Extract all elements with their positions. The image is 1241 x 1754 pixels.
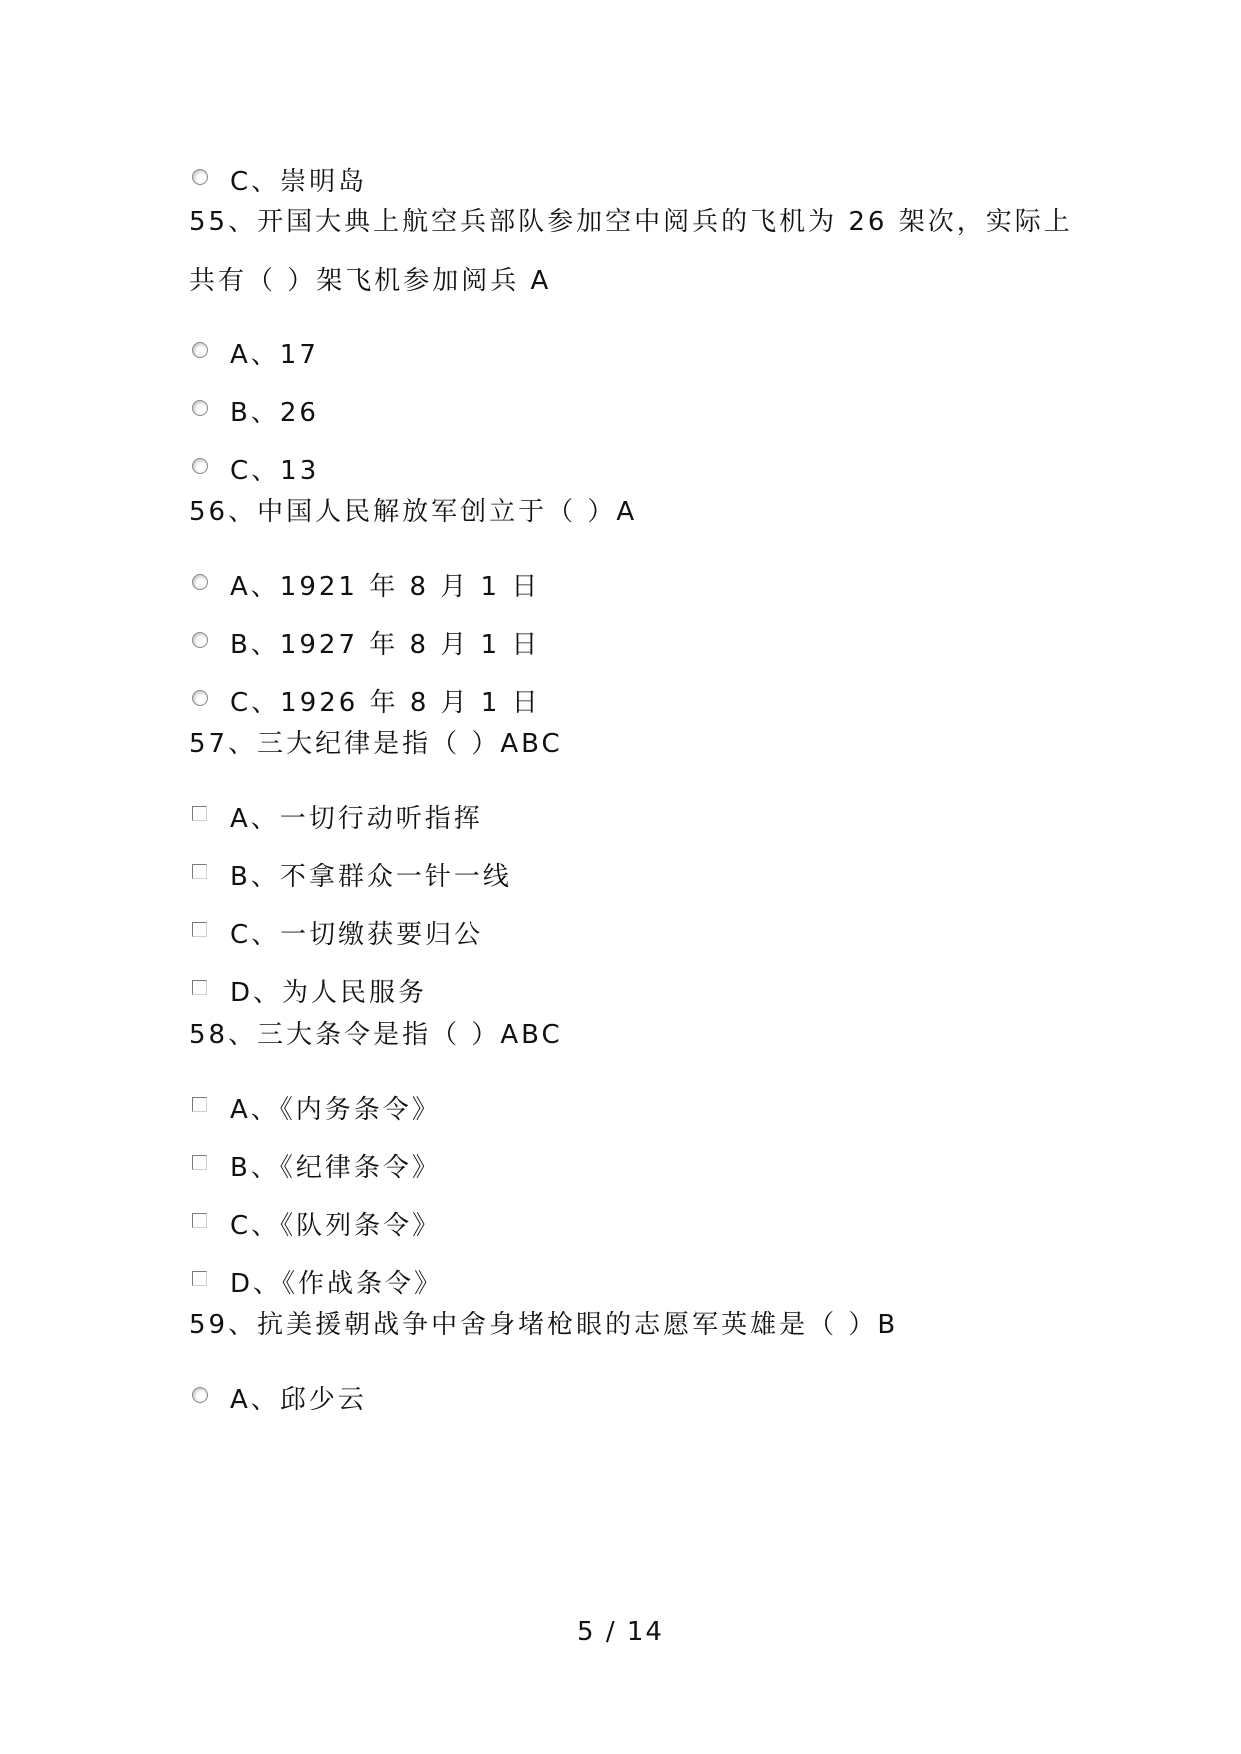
question-55-line-1: 55、开国大典上航空兵部队参加空中阅兵的飞机为 26 架次，实际上 bbox=[189, 207, 1073, 237]
radio-button-icon[interactable] bbox=[192, 458, 208, 474]
question-58: 58、三大条令是指（ ）ABC bbox=[189, 1020, 563, 1050]
option-label: A、邱少云 bbox=[230, 1385, 367, 1415]
option-label: D、《作战条令》 bbox=[230, 1269, 444, 1299]
checkbox-icon[interactable] bbox=[192, 806, 207, 821]
option-label: A、《内务条令》 bbox=[230, 1095, 441, 1125]
radio-button-icon[interactable] bbox=[192, 342, 208, 358]
option-label: C、《队列条令》 bbox=[230, 1211, 442, 1241]
option-label: B、26 bbox=[230, 398, 319, 428]
checkbox-icon[interactable] bbox=[192, 980, 207, 995]
option-label: C、13 bbox=[230, 456, 320, 486]
question-57: 57、三大纪律是指（ ）ABC bbox=[189, 729, 563, 759]
option-label: B、1927 年 8 月 1 日 bbox=[230, 630, 541, 660]
radio-button-icon[interactable] bbox=[192, 400, 208, 416]
option-label: B、《纪律条令》 bbox=[230, 1153, 441, 1183]
checkbox-icon[interactable] bbox=[192, 1213, 207, 1228]
option-label: D、为人民服务 bbox=[230, 978, 428, 1008]
option-label: B、不拿群众一针一线 bbox=[230, 862, 512, 892]
radio-button-icon[interactable] bbox=[192, 574, 208, 590]
question-59: 59、抗美援朝战争中舍身堵枪眼的志愿军英雄是（ ）B bbox=[189, 1310, 899, 1340]
option-label: A、17 bbox=[230, 340, 319, 370]
page-number: 5 / 14 bbox=[577, 1617, 664, 1647]
option-label: C、1926 年 8 月 1 日 bbox=[230, 688, 541, 718]
radio-button-icon[interactable] bbox=[192, 1387, 208, 1403]
option-label: A、1921 年 8 月 1 日 bbox=[230, 572, 541, 602]
option-label: C、崇明岛 bbox=[230, 167, 368, 197]
checkbox-icon[interactable] bbox=[192, 922, 207, 937]
checkbox-icon[interactable] bbox=[192, 1155, 207, 1170]
option-label: C、一切缴获要归公 bbox=[230, 920, 484, 950]
question-56: 56、中国人民解放军创立于（ ）A bbox=[189, 497, 638, 527]
option-label: A、一切行动听指挥 bbox=[230, 804, 483, 834]
checkbox-icon[interactable] bbox=[192, 864, 207, 879]
radio-button-icon[interactable] bbox=[192, 632, 208, 648]
radio-button-icon[interactable] bbox=[192, 169, 208, 185]
radio-button-icon[interactable] bbox=[192, 690, 208, 706]
checkbox-icon[interactable] bbox=[192, 1097, 207, 1112]
checkbox-icon[interactable] bbox=[192, 1271, 207, 1286]
question-55-line-2: 共有（ ）架飞机参加阅兵 A bbox=[189, 266, 552, 296]
